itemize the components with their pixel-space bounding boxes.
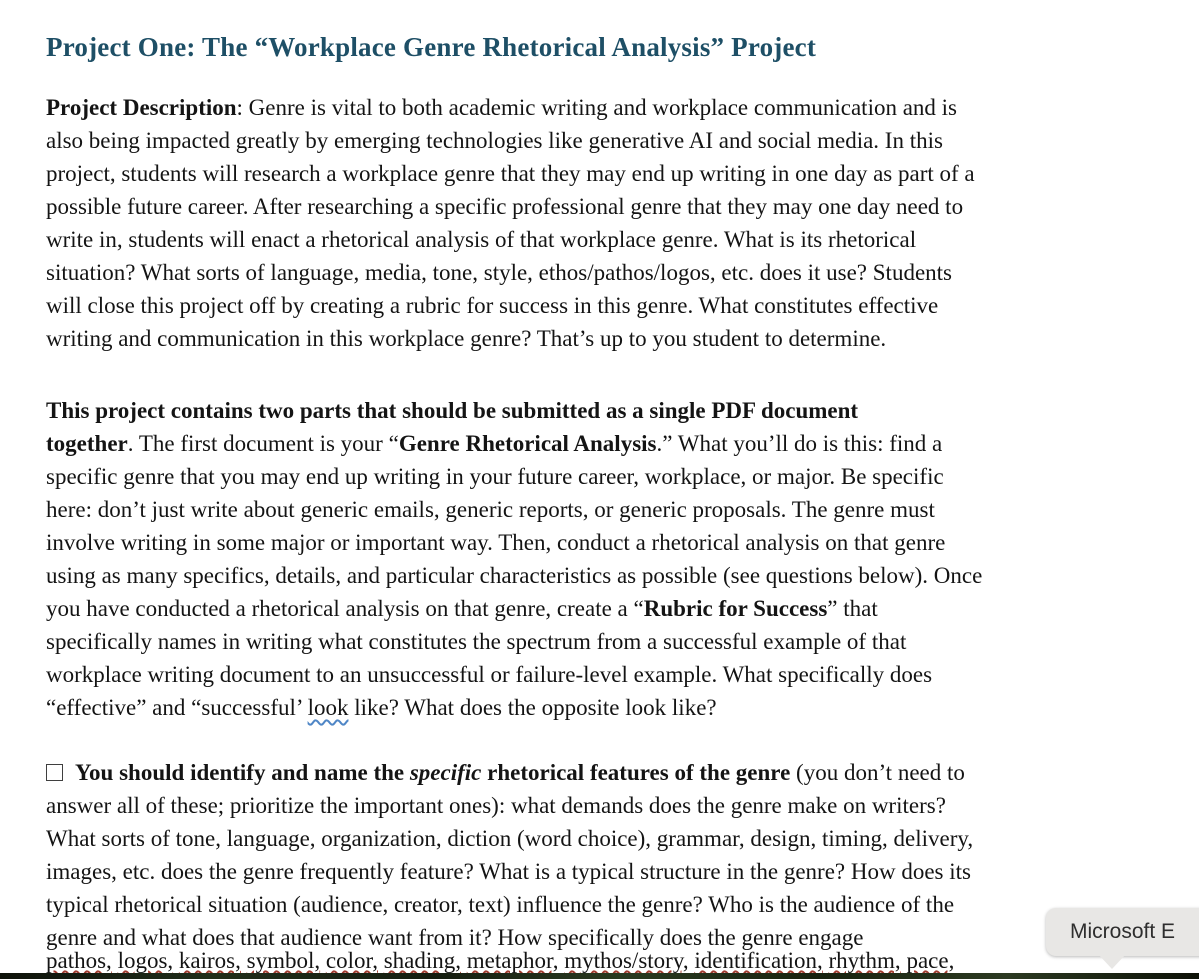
text-segment: rhetorical features of the genre: [481, 760, 791, 785]
text-segment: together: [46, 431, 128, 456]
text-line: [46, 559, 1196, 592]
text-segment: “effective” and “successful’: [46, 695, 308, 720]
text-line: [46, 256, 1196, 289]
empty-checkbox-icon: [46, 764, 63, 781]
text-segment: .” What you’ll do is this: find a: [656, 431, 943, 456]
text-line: [46, 460, 1196, 493]
text-segment: you have conducted a rhetorical analysis on that genre, create a “: [46, 596, 644, 621]
flagged-word: mythos/story,: [564, 948, 689, 973]
text-segment: specific: [409, 760, 482, 785]
flagged-word: rhythm,: [828, 948, 901, 973]
text-segment: possible future career. After researching a specific professional genre that they may one day need to: [46, 194, 964, 219]
text-segment: (you don’t need to: [790, 760, 965, 785]
text-line: [46, 691, 1196, 724]
desktop-wallpaper-strip: [0, 973, 1199, 979]
document-body: [46, 91, 1196, 977]
text-line: [46, 592, 1196, 625]
text-line: [46, 289, 1196, 322]
text-segment: answer all of these; prioritize the important ones): what demands does the genre make on writers?: [46, 793, 946, 818]
flagged-word: color,: [325, 948, 378, 973]
text-segment: Rubric for Success: [643, 596, 828, 621]
text-line: [46, 322, 1196, 355]
text-segment: images, etc. does the genre frequently feature? What is a typical structure in the genre? How does its: [46, 859, 971, 884]
paragraph-project-description: [46, 91, 1196, 355]
dock-tooltip: [1046, 908, 1199, 956]
text-segment: You should identify and name the: [75, 760, 410, 785]
text-segment: This project contains two parts that should be submitted as a single PDF document: [46, 398, 859, 423]
text-segment: using as many specifics, details, and particular characteristics as possible (see questions below). Once: [46, 563, 983, 588]
flagged-word: metaphor,: [466, 948, 559, 973]
page-title: Project One: The “Workplace Genre Rhetorical Analysis” Project: [46, 32, 817, 62]
text-segment: Genre Rhetorical Analysis: [398, 431, 657, 456]
flagged-word: logos,: [117, 948, 174, 973]
tooltip-tail-icon: [1098, 954, 1126, 969]
text-segment: genre and what does that audience want from it? How specifically does the genre engage: [46, 925, 864, 950]
text-line: [46, 394, 1196, 427]
text-line: [46, 625, 1196, 658]
text-line: [46, 427, 1196, 460]
text-segment: involve writing in some major or important way. Then, conduct a rhetorical analysis on that genre: [46, 530, 946, 555]
text-segment: project, students will research a workplace genre that they may end up writing in one day as part of a: [46, 161, 975, 186]
flagged-word: pathos,: [46, 948, 112, 973]
text-segment: . The first document is your “: [127, 431, 399, 456]
text-segment: typical rhetorical situation (audience, creator, text) influence the genre? Who is the audience of the: [46, 892, 955, 917]
paragraph-two-parts: [46, 394, 1196, 724]
dock-tooltip-label: Microsoft E: [1070, 920, 1176, 943]
text-line: [46, 190, 1196, 223]
text-segment: will close this project off by creating a rubric for success in this genre. What constitutes effective: [46, 293, 939, 318]
flagged-word: symbol,: [246, 948, 321, 973]
text-line: [46, 822, 1196, 855]
flagged-word: identification,: [694, 948, 823, 973]
text-segment: situation? What sorts of language, media, tone, style, ethos/pathos/logos, etc. does it use? Students: [46, 260, 952, 285]
flagged-word: shading,: [383, 948, 462, 973]
document-page: [46, 30, 1196, 977]
text-segment: writing and communication in this workplace genre? That’s up to you student to determine.: [46, 326, 887, 351]
flagged-word: look: [307, 695, 349, 720]
text-segment: specific genre that you may end up writing in your future career, workplace, or major. Be specific: [46, 464, 944, 489]
text-segment: Project Description: [46, 95, 237, 120]
text-line: [46, 91, 1196, 124]
text-segment: workplace writing document to an unsuccessful or failure-level example. What specifically does: [46, 662, 933, 687]
text-segment: here: don’t just write about generic emails, generic reports, or generic proposals. The genre must: [46, 497, 935, 522]
text-line: [46, 493, 1196, 526]
text-line: [46, 124, 1196, 157]
text-segment: : Genre is vital to both academic writing and workplace communication and is: [236, 95, 958, 120]
text-segment: also being impacted greatly by emerging technologies like generative AI and social media. In this: [46, 128, 943, 153]
text-segment: like? What does the opposite look like?: [348, 695, 717, 720]
text-line: [46, 223, 1196, 256]
text-line: [46, 789, 1196, 822]
text-line: [46, 157, 1196, 190]
text-line: [46, 855, 1196, 888]
text-line: [46, 888, 1196, 921]
flagged-word: kairos,: [178, 948, 241, 973]
text-line: [46, 526, 1196, 559]
flagged-word: pace,: [906, 948, 955, 973]
text-segment: What sorts of tone, language, organization, diction (word choice), grammar, design, timing, delivery,: [46, 826, 974, 851]
text-segment: write in, students will enact a rhetorical analysis of that workplace genre. What is its rhetorical: [46, 227, 917, 252]
text-line: [46, 756, 1196, 789]
text-segment: ” that: [827, 596, 878, 621]
paragraph-rhetorical-features: [46, 756, 1196, 977]
text-segment: specifically names in writing what constitutes the spectrum from a successful example of that: [46, 629, 907, 654]
text-line: [46, 658, 1196, 691]
